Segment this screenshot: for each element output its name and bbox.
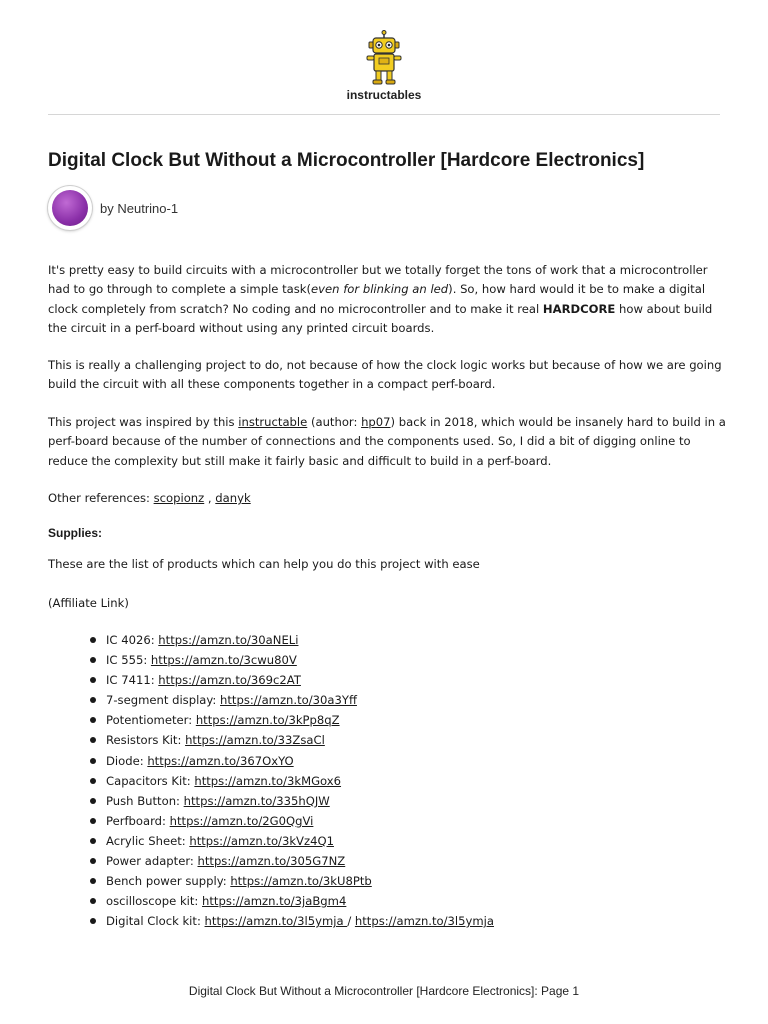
byline bbox=[100, 201, 178, 216]
list-item bbox=[90, 851, 494, 871]
list-item bbox=[90, 811, 494, 831]
text-run: ) back in 2018, which would be insanely hard to build in a perf-board because of the number of connections and the components used. So, I did a bit of digging online to reduce the complexity but still make it fairly basic and difficult to build in a perf-board. bbox=[48, 415, 726, 468]
supplies-list bbox=[90, 630, 494, 931]
list-item bbox=[90, 791, 494, 811]
link-separator: / bbox=[347, 914, 355, 929]
supply-link[interactable]: https://amzn.to/3kMGox6 bbox=[194, 773, 342, 788]
challenge-paragraph: This is really a challenging project to do, not because of how the clock logic works but because of how we are going build the circuit with all these components together in a compact perf-board. bbox=[48, 358, 722, 392]
supply-link[interactable]: https://amzn.to/3kPp8qZ bbox=[195, 713, 340, 728]
supply-label: oscilloscope kit: bbox=[106, 894, 203, 909]
intro-paragraph bbox=[48, 261, 730, 339]
supply-label: Acrylic Sheet: bbox=[106, 833, 190, 848]
supply-link[interactable]: https://amzn.to/3kU8Ptb bbox=[230, 874, 372, 889]
list-item bbox=[90, 831, 494, 851]
article-title: Digital Clock But Without a Microcontroller [Hardcore Electronics] bbox=[48, 150, 645, 171]
supply-label: IC 4026: bbox=[106, 633, 159, 647]
emphasis-text: even for blinking an led bbox=[311, 282, 449, 297]
supply-link[interactable]: https://amzn.to/3l5ymja bbox=[204, 914, 348, 929]
author-hp07-link[interactable]: hp07 bbox=[361, 415, 391, 429]
inspiration-paragraph bbox=[48, 413, 730, 471]
list-item bbox=[90, 710, 494, 730]
supply-label: IC 555: bbox=[106, 653, 151, 668]
supply-label: Digital Clock kit: bbox=[106, 914, 205, 929]
text-run: how about build the circuit in a perf-board without using any printed circuit boards. bbox=[48, 301, 713, 336]
text-run: This project was inspired by this bbox=[48, 415, 239, 429]
supplies-heading: Supplies: bbox=[48, 526, 103, 540]
text-run: ). So, how hard would it be to make a digital clock completely from scratch? No coding and no microcontroller and to make it real bbox=[48, 282, 706, 316]
list-item bbox=[90, 871, 494, 891]
supply-label: Resistors Kit: bbox=[106, 733, 186, 748]
header-divider bbox=[48, 114, 720, 115]
supply-link[interactable]: https://amzn.to/335hQJW bbox=[183, 793, 330, 808]
text-run: (author: bbox=[307, 415, 362, 429]
supply-link[interactable]: https://amzn.to/367OxYO bbox=[147, 753, 294, 768]
supply-link[interactable]: https://amzn.to/2G0QgVi bbox=[169, 813, 314, 828]
list-item bbox=[90, 751, 494, 771]
supply-link[interactable]: https://amzn.to/3kVz4Q1 bbox=[189, 833, 334, 848]
page-header bbox=[0, 0, 768, 116]
instructable-link[interactable]: instructable bbox=[238, 415, 308, 429]
scopionz-link[interactable]: scopionz bbox=[153, 491, 205, 505]
avatar-image bbox=[52, 190, 88, 226]
strong-text: HARDCORE bbox=[542, 301, 616, 316]
author-name[interactable]: Neutrino-1 bbox=[117, 201, 179, 216]
list-item bbox=[90, 891, 494, 911]
supply-label: IC 7411: bbox=[106, 673, 159, 688]
supply-label: Push Button: bbox=[106, 793, 184, 808]
author-avatar[interactable] bbox=[48, 186, 92, 230]
supply-label: 7-segment display: bbox=[106, 693, 221, 708]
supply-label: Potentiometer: bbox=[106, 713, 196, 728]
supply-link[interactable]: https://amzn.to/30aNELi bbox=[158, 633, 299, 647]
supply-link-alt[interactable]: https://amzn.to/3l5ymja bbox=[354, 914, 494, 929]
supply-link[interactable]: https://amzn.to/30a3Yff bbox=[220, 693, 357, 708]
supply-link[interactable]: https://amzn.to/3jaBgm4 bbox=[202, 894, 347, 909]
byline-prefix: by bbox=[100, 201, 114, 216]
instructables-robot-logo-icon[interactable] bbox=[360, 30, 408, 86]
supply-label: Capacitors Kit: bbox=[106, 773, 195, 788]
supply-link[interactable]: https://amzn.to/3cwu80V bbox=[150, 653, 297, 668]
products-intro: These are the list of products which can help you do this project with ease bbox=[48, 557, 480, 571]
list-item bbox=[90, 670, 494, 690]
supply-link[interactable]: https://amzn.to/369c2AT bbox=[158, 673, 301, 688]
text-run: It's pretty easy to build circuits with a microcontroller but we totally forget the tons of work that a microcontroller had to go through to complete a simple task( bbox=[48, 263, 708, 297]
supply-label: Power adapter: bbox=[106, 854, 198, 869]
supply-link[interactable]: https://amzn.to/305G7NZ bbox=[197, 854, 346, 869]
list-item bbox=[90, 730, 494, 750]
supply-label: Perfboard: bbox=[106, 813, 170, 828]
list-item bbox=[90, 911, 494, 931]
list-item bbox=[90, 650, 494, 670]
supply-label: Diode: bbox=[106, 753, 148, 768]
list-item bbox=[90, 771, 494, 791]
page-footer: Digital Clock But Without a Microcontroller [Hardcore Electronics]: Page 1 bbox=[188, 984, 580, 998]
affiliate-note: (Affiliate Link) bbox=[48, 596, 129, 610]
supply-link[interactable]: https://amzn.to/33ZsaCl bbox=[185, 733, 325, 748]
text-run: Other references: bbox=[48, 491, 154, 505]
references-paragraph bbox=[48, 489, 730, 508]
text-run: , bbox=[204, 491, 216, 505]
danyk-link[interactable]: danyk bbox=[215, 491, 251, 505]
brand-name[interactable]: instructables bbox=[346, 88, 422, 102]
list-item bbox=[90, 690, 494, 710]
supply-label: Bench power supply: bbox=[106, 874, 231, 889]
list-item bbox=[90, 630, 494, 650]
